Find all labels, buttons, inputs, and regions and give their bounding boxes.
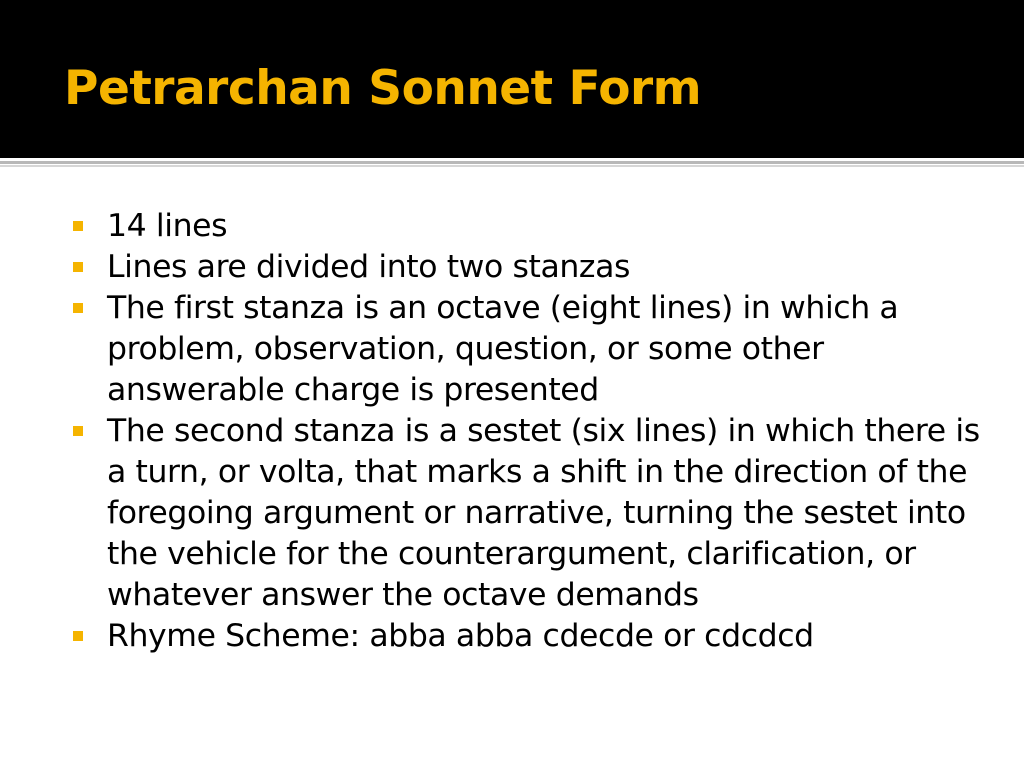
bullet-item bbox=[70, 247, 980, 288]
square-bullet-icon bbox=[73, 631, 83, 641]
bullet-list bbox=[70, 206, 980, 657]
bullet-text: 14 lines bbox=[107, 208, 228, 244]
square-bullet-icon bbox=[73, 303, 83, 313]
square-bullet-icon bbox=[73, 221, 83, 231]
bullet-text: Lines are divided into two stanzas bbox=[107, 249, 630, 285]
bullet-item bbox=[70, 411, 980, 616]
title-divider bbox=[0, 161, 1024, 164]
square-bullet-icon bbox=[73, 426, 83, 436]
square-bullet-icon bbox=[73, 262, 83, 272]
bullet-text: The first stanza is an octave (eight lines) in which a problem, observation, question, or some other answerable charge is presented bbox=[107, 290, 899, 408]
title-bar bbox=[0, 0, 1024, 158]
slide-title: Petrarchan Sonnet Form bbox=[64, 61, 702, 116]
bullet-text: The second stanza is a sestet (six lines) in which there is a turn, or volta, that marks a shift in the direction of the foregoing argument or narrative, turning the sestet into the vehicle for the counterargument, clarification, or whatever answer the octave demands bbox=[107, 413, 980, 613]
bullet-item bbox=[70, 206, 980, 247]
bullet-item bbox=[70, 288, 980, 411]
bullet-text: Rhyme Scheme: abba abba cdecde or cdcdcd bbox=[107, 618, 814, 654]
bullet-item bbox=[70, 616, 980, 657]
title-divider-shadow bbox=[0, 165, 1024, 167]
